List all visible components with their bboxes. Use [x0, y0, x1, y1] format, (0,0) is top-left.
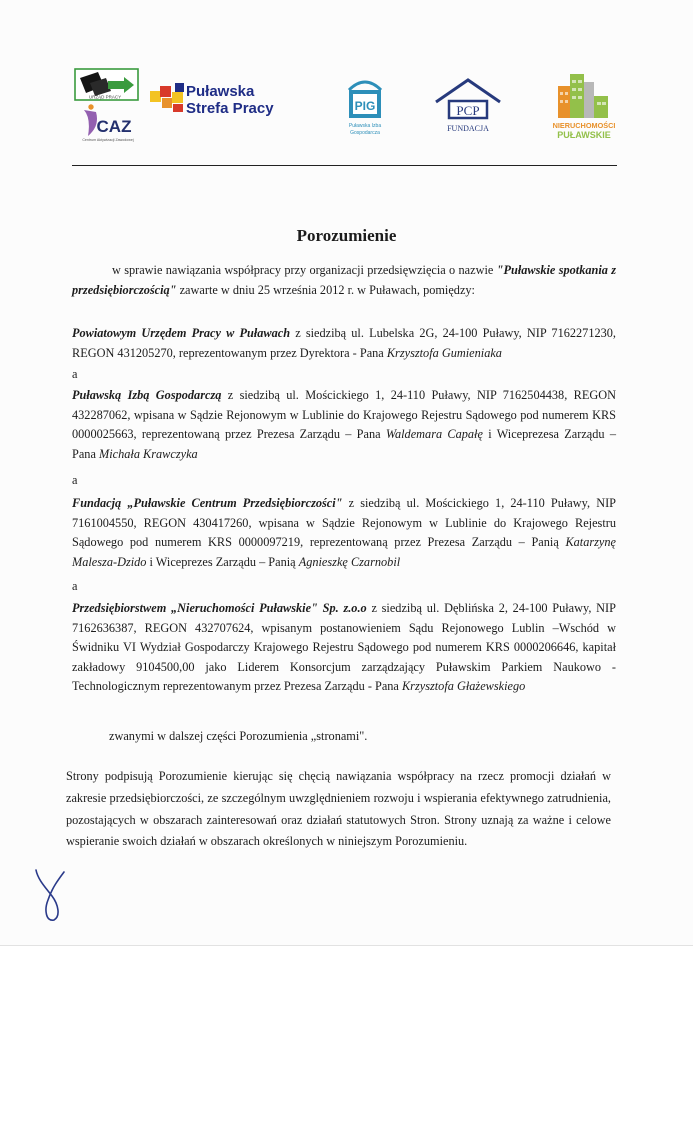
party-person: Krzysztofa Głażewskiego: [401, 679, 526, 694]
logo-strip: [72, 66, 622, 144]
party-mid: i Wiceprezes Zarządu – Panią: [146, 554, 299, 569]
party-name: Puławską Izbą Gospodarczą: [72, 388, 222, 402]
lead-paragraph: [72, 261, 616, 300]
strefa-line1: Puławska: [186, 83, 255, 100]
lead-event-name: "Puławskie spotkania z przedsiębiorczością": [72, 263, 616, 297]
pig-logo: [335, 72, 395, 138]
pig-caption-2: Gospodarcza: [350, 130, 380, 136]
pulawska-strefa-pracy-logo: [148, 78, 304, 120]
party-1: [72, 324, 616, 363]
header-rule: [72, 165, 617, 166]
party-person: Katarzynę Malesza-Dzido: [72, 535, 616, 569]
final-paragraph: Strony podpisują Porozumienie kierując się chęcią nawiązania współpracy na rzecz promocji działań w zakresie przedsiębiorczości, ze szczególnym uwzględnieniem rozwoju i wspierania efektywnego zatrudnienia, pozostających w obszarach zainteresowań oraz działań statutowych Stron. Strony uznają za ważne i celowe wspieranie swoich działań w obszarach określonych w niniejszym Porozumieniu.: [66, 769, 611, 849]
caz-caption: Centrum Aktywizacji Zawodowej: [82, 138, 134, 142]
party-body: z siedzibą ul. Dęblińska 2, 24-100 Puławy, NIP 7162636387, REGON 432707624, wpisanym postanowieniem Sądu Rejonowego Lublin –Wschód w Świdniku VI Wydział Gospodarczy Krajowego Rejestru Sądowego pod numerem KRS 0000206646, kapitał zakładowy 9104500,00 jako Liderem Konsorcjum zarządzający Puławskim Parkiem Naukowo - Technologicznym reprezentowanym przez Prezesa Zarządu - Pana: [72, 601, 616, 694]
separator-1: a: [72, 367, 78, 381]
party-person: Michała Krawczyka: [98, 446, 198, 461]
party-4: [72, 599, 616, 697]
party-name: Fundacją „Puławskie Centrum Przedsiębiorczości": [72, 496, 343, 510]
caz-wordmark: CAZ: [96, 117, 132, 136]
handwritten-initial: [28, 866, 72, 926]
separator-3: a: [72, 579, 78, 593]
caz-sign-text: URZĄD PRACY: [88, 94, 122, 100]
party-body: z siedzibą ul. Mościckiego 1, 24-110 Puławy, NIP 7161004550, REGON 430417260, wpisana w Sądzie Rejonowym w Lublinie do Krajowego Rejestru Sądowego pod numerem KRS 0000097219, reprezentowaną przez Prezesa Zarządu – Panią: [72, 496, 617, 550]
pcp-fundacja-logo: [432, 76, 504, 134]
party-3: [72, 494, 616, 572]
party-person: Agnieszkę Czarnobil: [298, 554, 401, 569]
party-mid: i Wiceprezesa Zarządu – Pana: [72, 427, 616, 461]
nier-line1: NIERUCHOMOŚCI: [552, 121, 616, 130]
pig-mark: PIG: [354, 99, 376, 113]
party-name: Przedsiębiorstwem „Nieruchomości Puławskie" Sp. z.o.o: [72, 601, 367, 615]
party-2: [72, 386, 616, 464]
pig-caption-1: Puławska Izba: [348, 123, 382, 129]
nieruchomosci-pulawskie-logo: [550, 68, 622, 144]
party-body: z siedzibą ul. Lubelska 2G, 24-100 Puławy, NIP 7162271230, REGON 431205270, reprezentowanym przez Dyrektora - Pana: [72, 326, 616, 360]
separator-2: a: [72, 473, 78, 487]
lead-tail: zawarte w dniu 25 września 2012 r. w Puławach, pomiędzy:: [176, 282, 475, 297]
lead-text: w sprawie nawiązania współpracy przy organizacji przedsięwzięcia o nazwie: [112, 263, 497, 277]
party-person: Waldemara Capałę: [385, 427, 483, 442]
closing-line: zwanymi w dalszej części Porozumienia „stronami".: [109, 729, 368, 743]
document-title: Porozumienie: [296, 226, 397, 245]
caz-logo: [72, 66, 142, 144]
nier-line2: PUŁAWSKIE: [557, 130, 611, 140]
pcp-caption: FUNDACJA: [447, 124, 489, 133]
party-person: Krzysztofa Gumieniaka: [386, 345, 502, 360]
strefa-line2: Strefa Pracy: [186, 100, 274, 117]
party-name: Powiatowym Urzędem Pracy w Puławach: [72, 326, 291, 340]
pcp-mark: PCP: [456, 103, 480, 118]
party-body: z siedzibą ul. Mościckiego 1, 24-110 Puławy, NIP 7162504438, REGON 432287062, wpisana w Sądzie Rejonowym w Lublinie do Krajowego Rejestru Sądowego pod numerem KRS 0000025663, reprezentowaną przez Prezesa Zarządu – Pana: [72, 388, 616, 442]
